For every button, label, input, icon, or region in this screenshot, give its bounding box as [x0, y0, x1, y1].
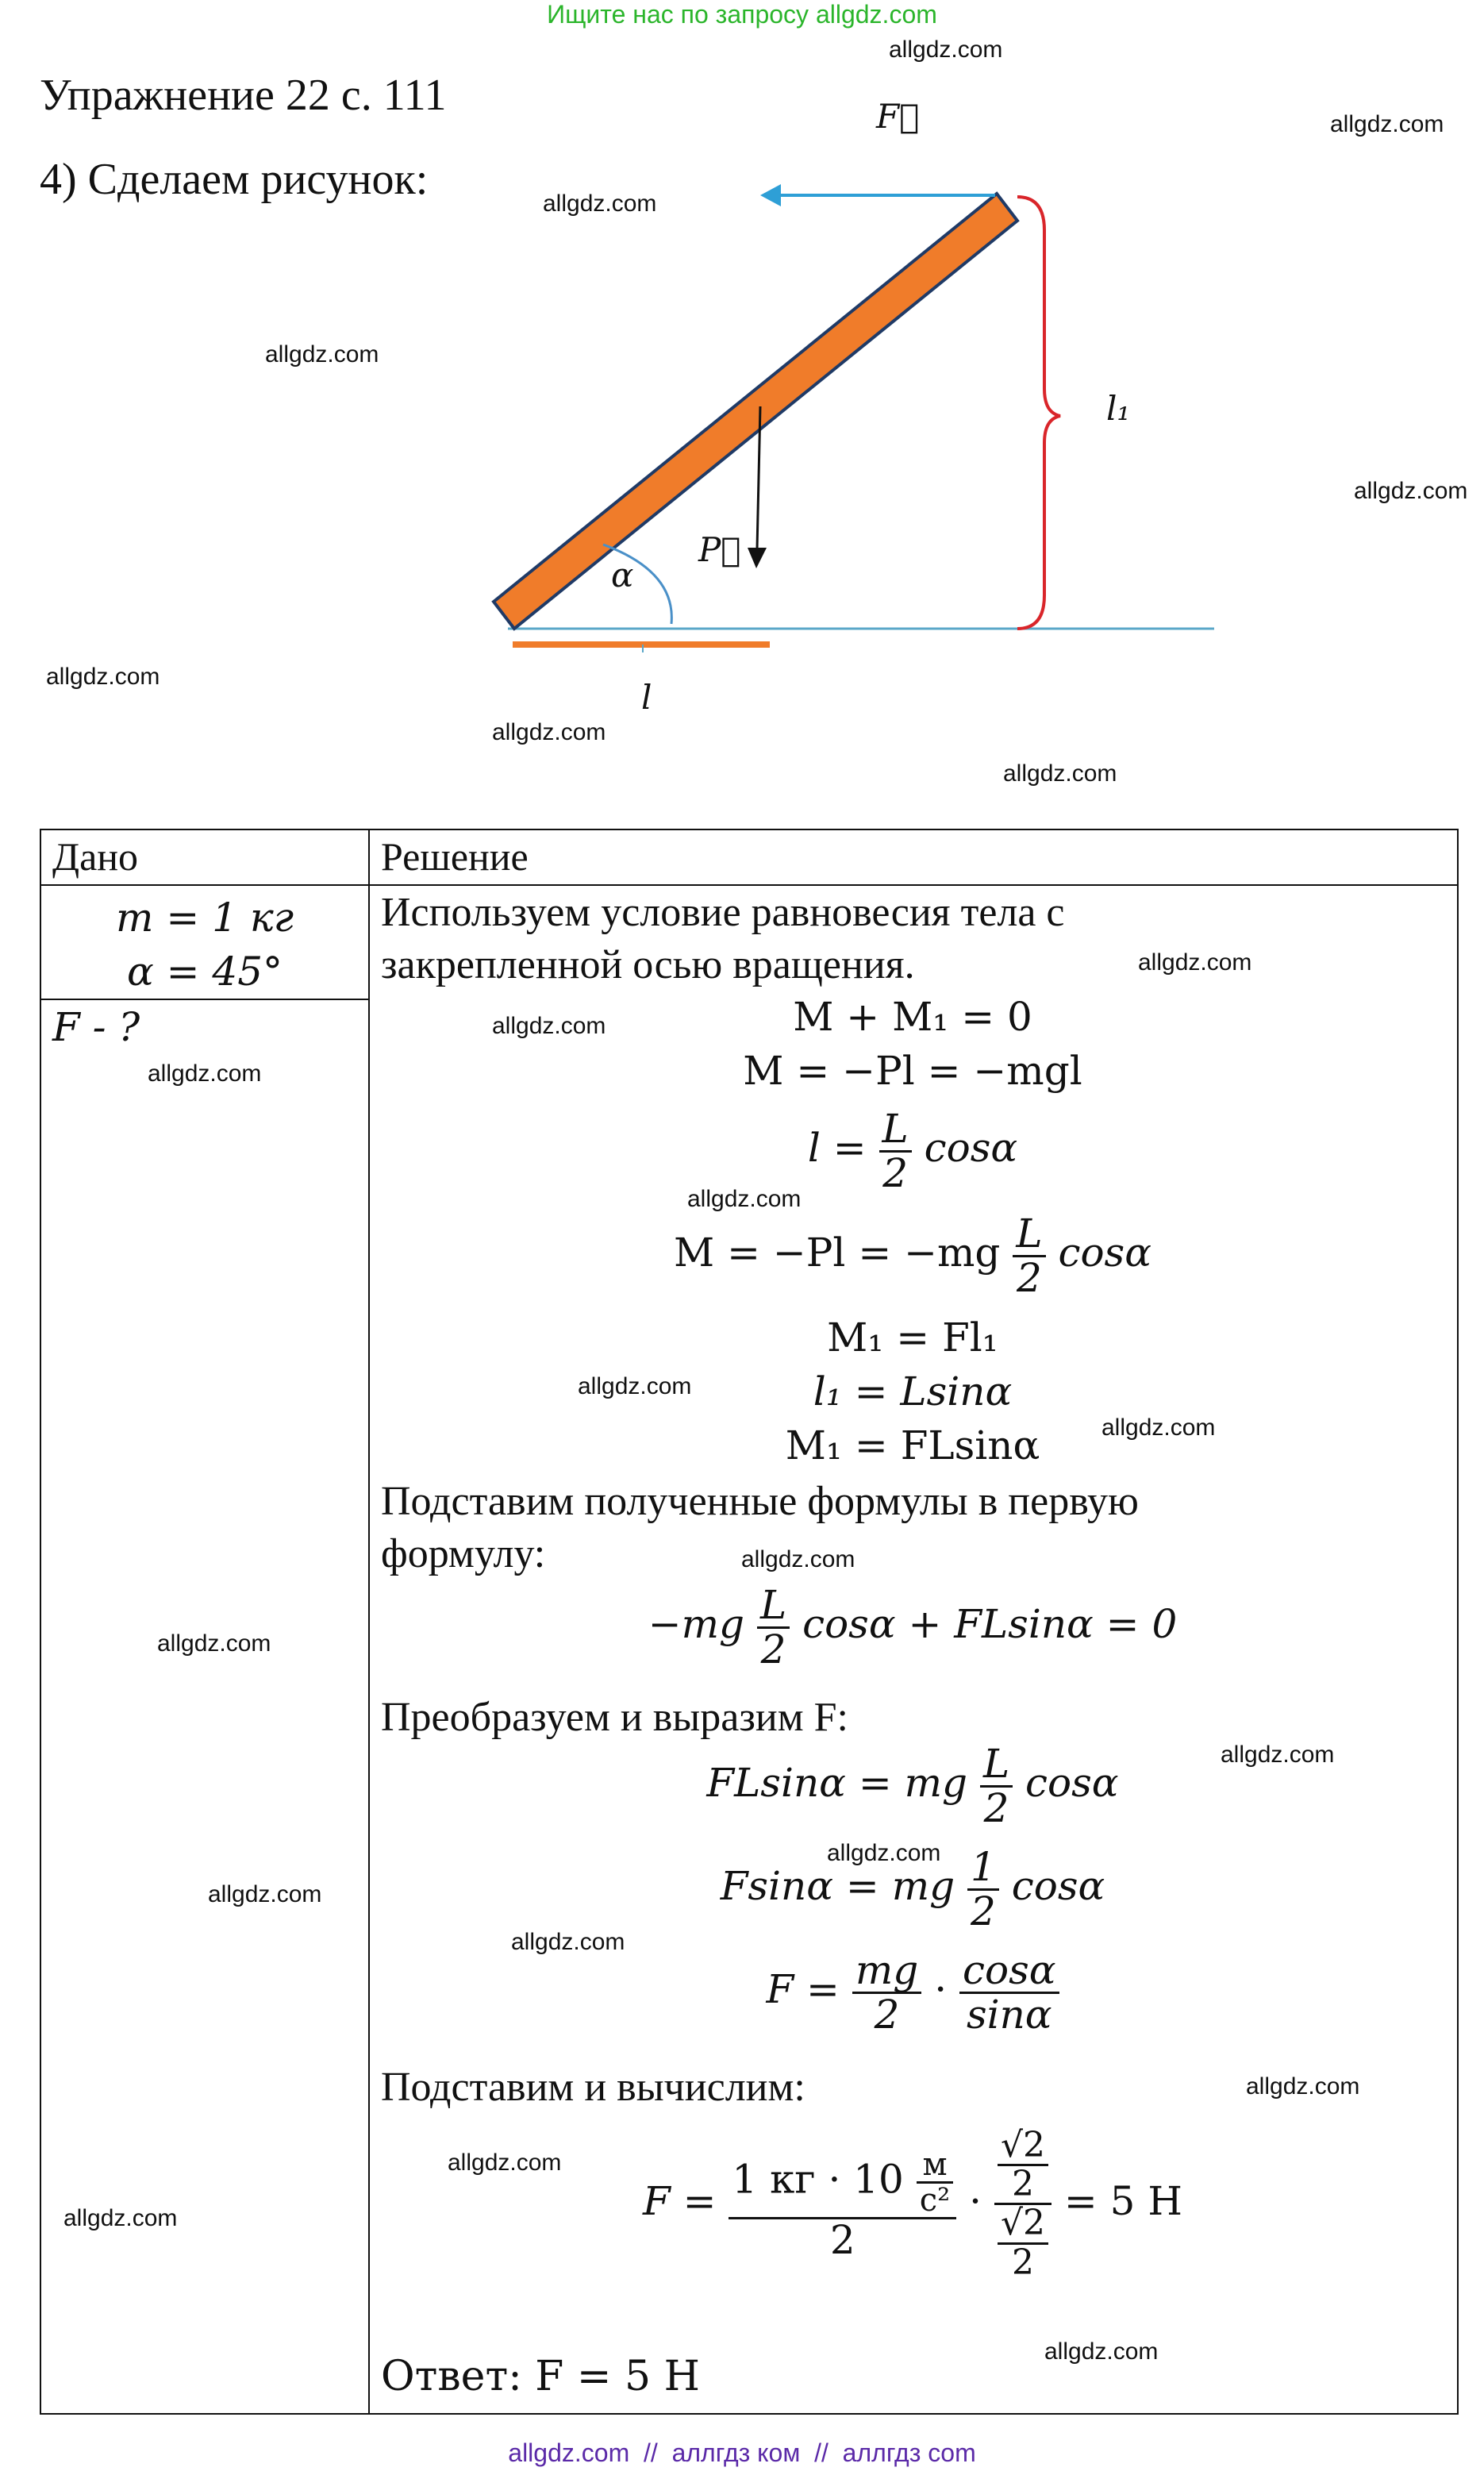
- given-header: Дано: [40, 829, 369, 885]
- top-banner[interactable]: Ищите нас по запросу allgdz.com: [547, 0, 937, 29]
- express-line: Преобразуем и выразим F:: [381, 1695, 848, 1740]
- angle-label: α: [611, 556, 634, 595]
- intro-line-2: закрепленной осью вращения.: [381, 942, 915, 987]
- watermark: allgdz.com: [1101, 1414, 1216, 1441]
- equation-2: M = −Pl = −mgl: [743, 1048, 1082, 1094]
- lever-diagram: [0, 0, 1484, 794]
- l-label: l: [641, 678, 652, 717]
- watermark: allgdz.com: [208, 1881, 322, 1907]
- equation-6: l₁ = Lsinα: [813, 1368, 1013, 1414]
- watermark: allgdz.com: [543, 191, 657, 217]
- watermark: allgdz.com: [265, 341, 379, 368]
- watermark: allgdz.com: [1138, 949, 1252, 976]
- equation-7: M₁ = FLsinα: [785, 1422, 1040, 1468]
- equation-5: M₁ = Fl₁: [827, 1314, 998, 1361]
- watermark: allgdz.com: [1330, 111, 1444, 137]
- watermark: allgdz.com: [1221, 1742, 1335, 1768]
- watermark: allgdz.com: [46, 664, 160, 690]
- equation-8: −mg $\frac{L}{2}$ cosα + FLsinα = 0: [648, 1582, 1178, 1672]
- given-mass: m = 1 кг: [116, 895, 294, 941]
- weight-label: P⃗: [698, 530, 741, 569]
- watermark: allgdz.com: [1354, 478, 1468, 504]
- find-cell: [40, 999, 369, 2414]
- watermark: allgdz.com: [511, 1929, 625, 1955]
- footer-links[interactable]: allgdz.com // аллгдз ком // аллгдз com: [508, 2438, 976, 2467]
- equation-1: M + M₁ = 0: [793, 994, 1032, 1040]
- watermark: allgdz.com: [157, 1630, 271, 1657]
- watermark: allgdz.com: [741, 1546, 855, 1572]
- watermark: allgdz.com: [827, 1840, 941, 1866]
- equation-10: Fsinα = mg $\frac{1}{2}$ cosα: [720, 1844, 1105, 1934]
- equation-4: M = −Pl = −mg $\frac{L}{2}$ cosα: [674, 1210, 1151, 1301]
- equation-12: F = 1 кг · 10 $\frac{м}{\text{с²}}$ 2 · $\frac{\frac{√2}{2}}{\frac{√2}{2}}$ = 5 Н: [643, 2125, 1182, 2283]
- exercise-subtitle: 4) Сделаем рисунок:: [40, 155, 429, 204]
- watermark: allgdz.com: [1044, 2338, 1159, 2365]
- force-label: F⃗: [876, 97, 920, 136]
- watermark: allgdz.com: [687, 1186, 802, 1212]
- substitute-line-1: Подставим полученные формулы в первую: [381, 1479, 1139, 1524]
- given-cell: [40, 885, 369, 999]
- watermark: allgdz.com: [63, 2205, 178, 2231]
- given-angle: α = 45°: [126, 949, 283, 995]
- solution-body: [381, 886, 1446, 2410]
- l1-label: l₁: [1106, 389, 1131, 428]
- watermark: allgdz.com: [1246, 2073, 1360, 2100]
- equation-9: FLsinα = mg $\frac{L}{2}$ cosα: [706, 1741, 1119, 1831]
- find-value: F - ?: [52, 1004, 140, 1050]
- l1-brace: [1017, 197, 1060, 629]
- watermark: allgdz.com: [1003, 760, 1117, 787]
- substitute-line-2: формулу:: [381, 1531, 546, 1576]
- watermark: allgdz.com: [492, 719, 606, 745]
- intro-line-1: Используем условие равновесия тела с: [381, 890, 1065, 935]
- watermark: allgdz.com: [148, 1060, 262, 1087]
- solution-cell: [369, 885, 1458, 2414]
- solution-header: Решение: [369, 829, 1458, 885]
- equation-3: l = $\frac{L}{2}$ cosα: [807, 1106, 1018, 1196]
- calculate-line: Подставим и вычислим:: [381, 2065, 805, 2110]
- watermark: allgdz.com: [492, 1013, 606, 1039]
- exercise-title: Упражнение 22 с. 111: [40, 71, 447, 120]
- watermark: allgdz.com: [889, 37, 1003, 63]
- answer-line: Ответ: F = 5 Н: [381, 2353, 700, 2400]
- watermark: allgdz.com: [448, 2150, 562, 2176]
- equation-11: F = $\frac{mg}{2}$ · $\frac{\cos\alpha}{\sin\alpha}$: [381, 1949, 1444, 2035]
- watermark: allgdz.com: [578, 1373, 692, 1399]
